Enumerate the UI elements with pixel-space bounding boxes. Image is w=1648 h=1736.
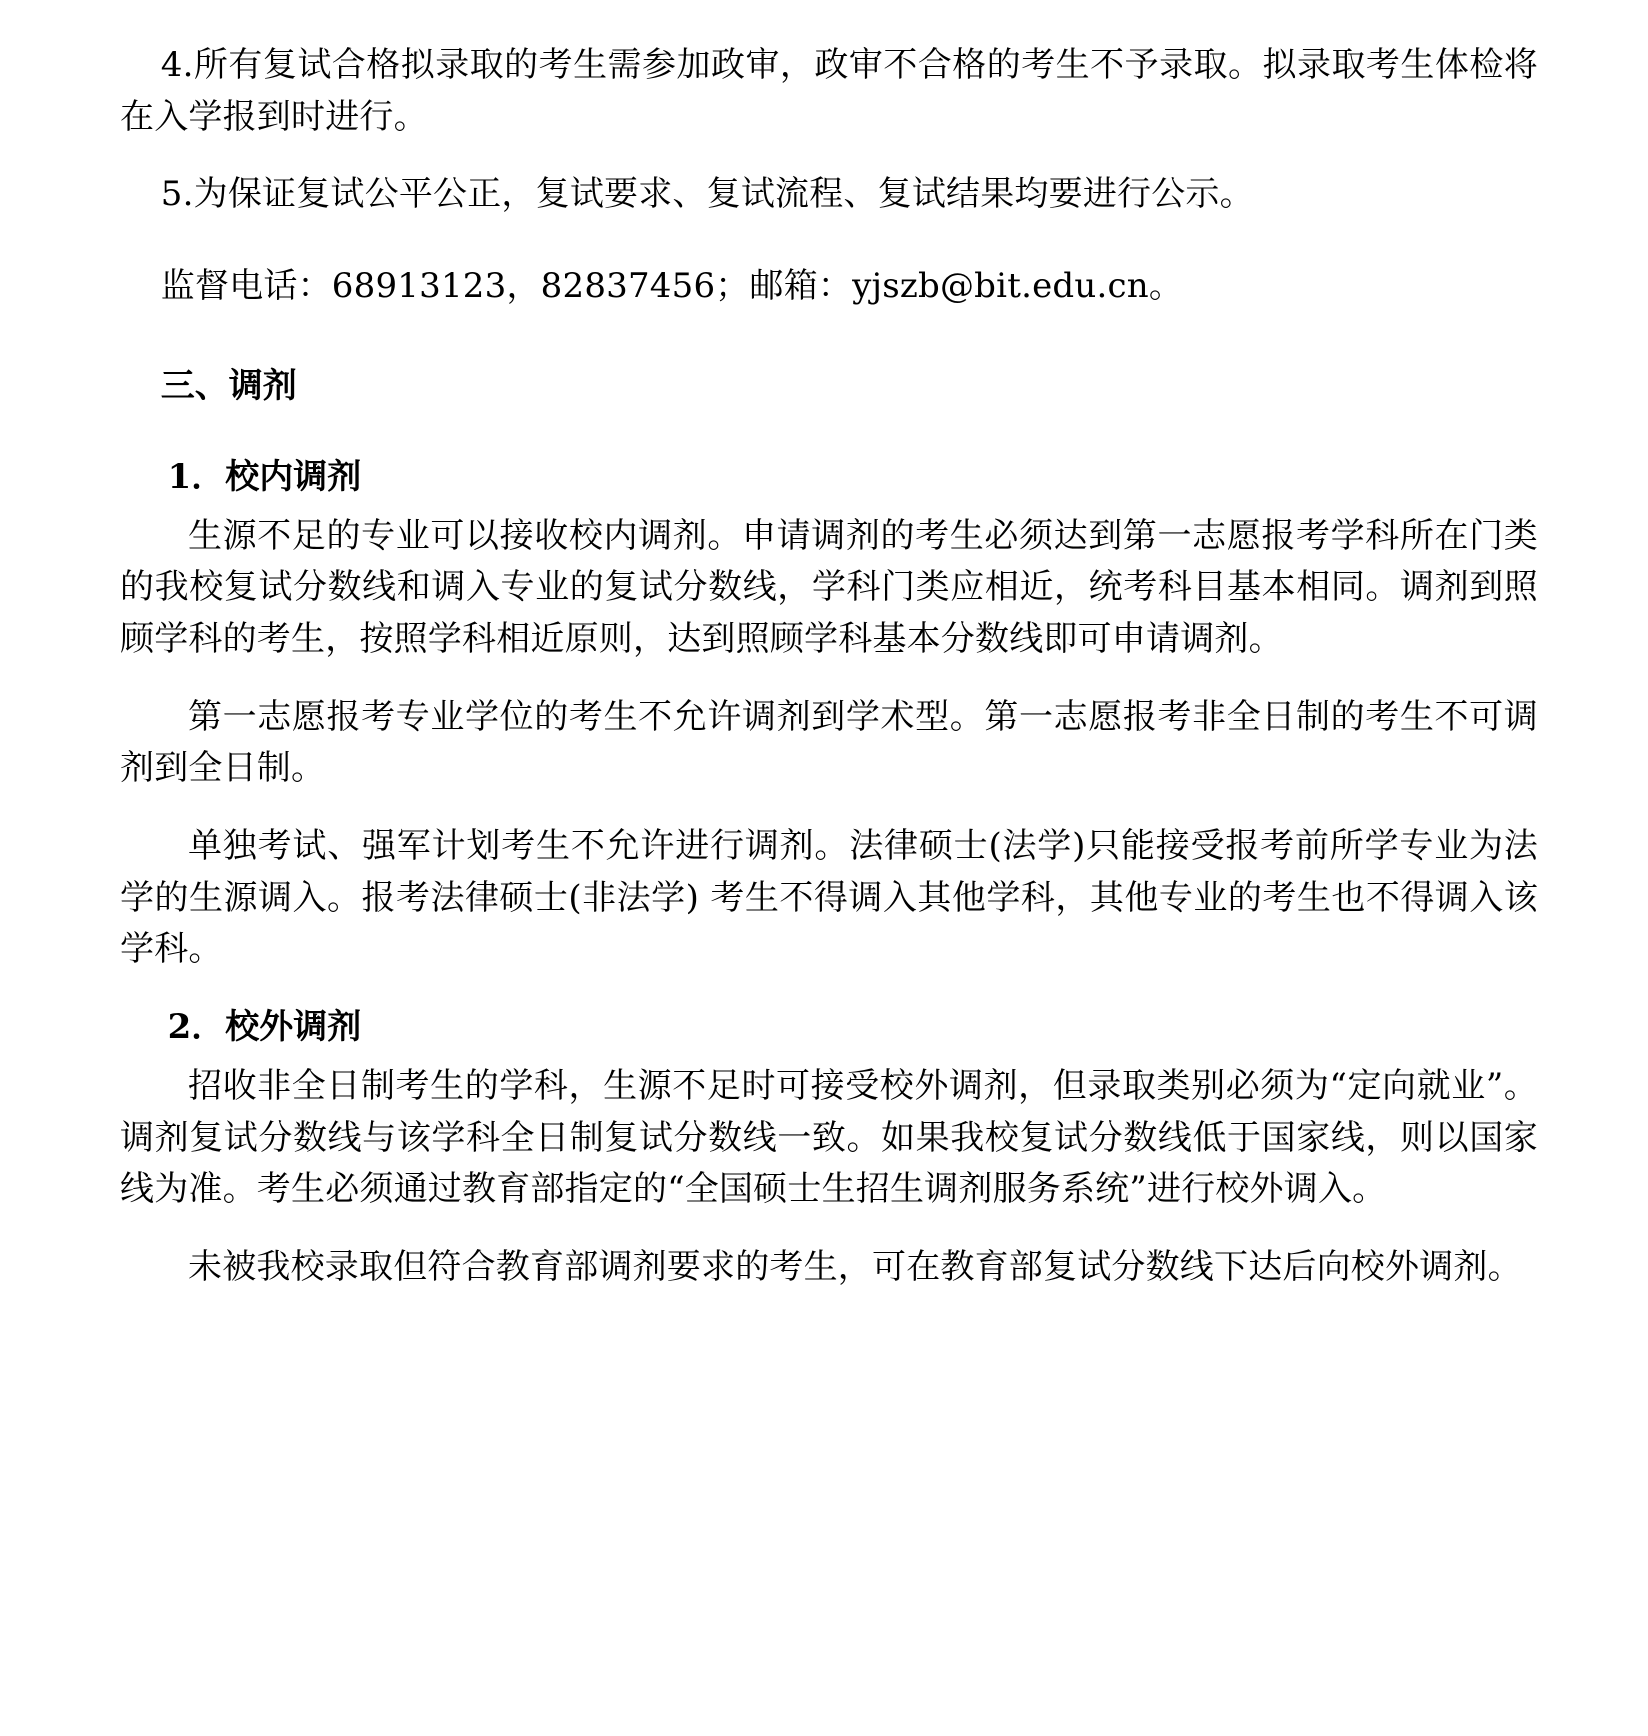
paragraph-item-4: 4.所有复试合格拟录取的考生需参加政审，政审不合格的考生不予录取。拟录取考生体检将在入学报到时进行。 (120, 45, 1538, 137)
paragraph-external-2: 未被我校录取但符合教育部调剂要求的考生，可在教育部复试分数线下达后向校外调剂。 (188, 1247, 1522, 1288)
subsection-heading-external-transfer: 2．校外调剂 (167, 1007, 362, 1048)
subsection-heading-internal-transfer: 1．校内调剂 (167, 456, 362, 497)
paragraph-item-5: 5.为保证复试公平公正，复试要求、复试流程、复试结果均要进行公示。 (160, 174, 1254, 215)
paragraph-supervision-contact: 监督电话：68913123，82837456；邮箱：yjszb@bit.edu.cn。 (160, 266, 1184, 307)
paragraph-external-1: 招收非全日制考生的学科，生源不足时可接受校外调剂，但录取类别必须为“定向就业”。调剂复试分数线与该学科全日制复试分数线一致。如果我校复试分数线低于国家线，则以国家线为准。考生必须通过教育部指定的“全国硕士生招生调剂服务系统”进行校外调入。 (120, 1066, 1538, 1210)
section-heading-transfer: 三、调剂 (160, 365, 297, 406)
paragraph-internal-2: 第一志愿报考专业学位的考生不允许调剂到学术型。第一志愿报考非全日制的考生不可调剂到全日制。 (120, 696, 1538, 789)
paragraph-internal-3: 单独考试、强军计划考生不允许进行调剂。法律硕士(法学)只能接受报考前所学专业为法学的生源调入。报考法律硕士(非法学) 考生不得调入其他学科，其他专业的考生也不得调入该学科。 (120, 826, 1538, 970)
paragraph-internal-1: 生源不足的专业可以接收校内调剂。申请调剂的考生必须达到第一志愿报考学科所在门类的我校复试分数线和调入专业的复试分数线，学科门类应相近，统考科目基本相同。调剂到照顾学科的考生，按照学科相近原则，达到照顾学科基本分数线即可申请调剂。 (120, 515, 1538, 660)
